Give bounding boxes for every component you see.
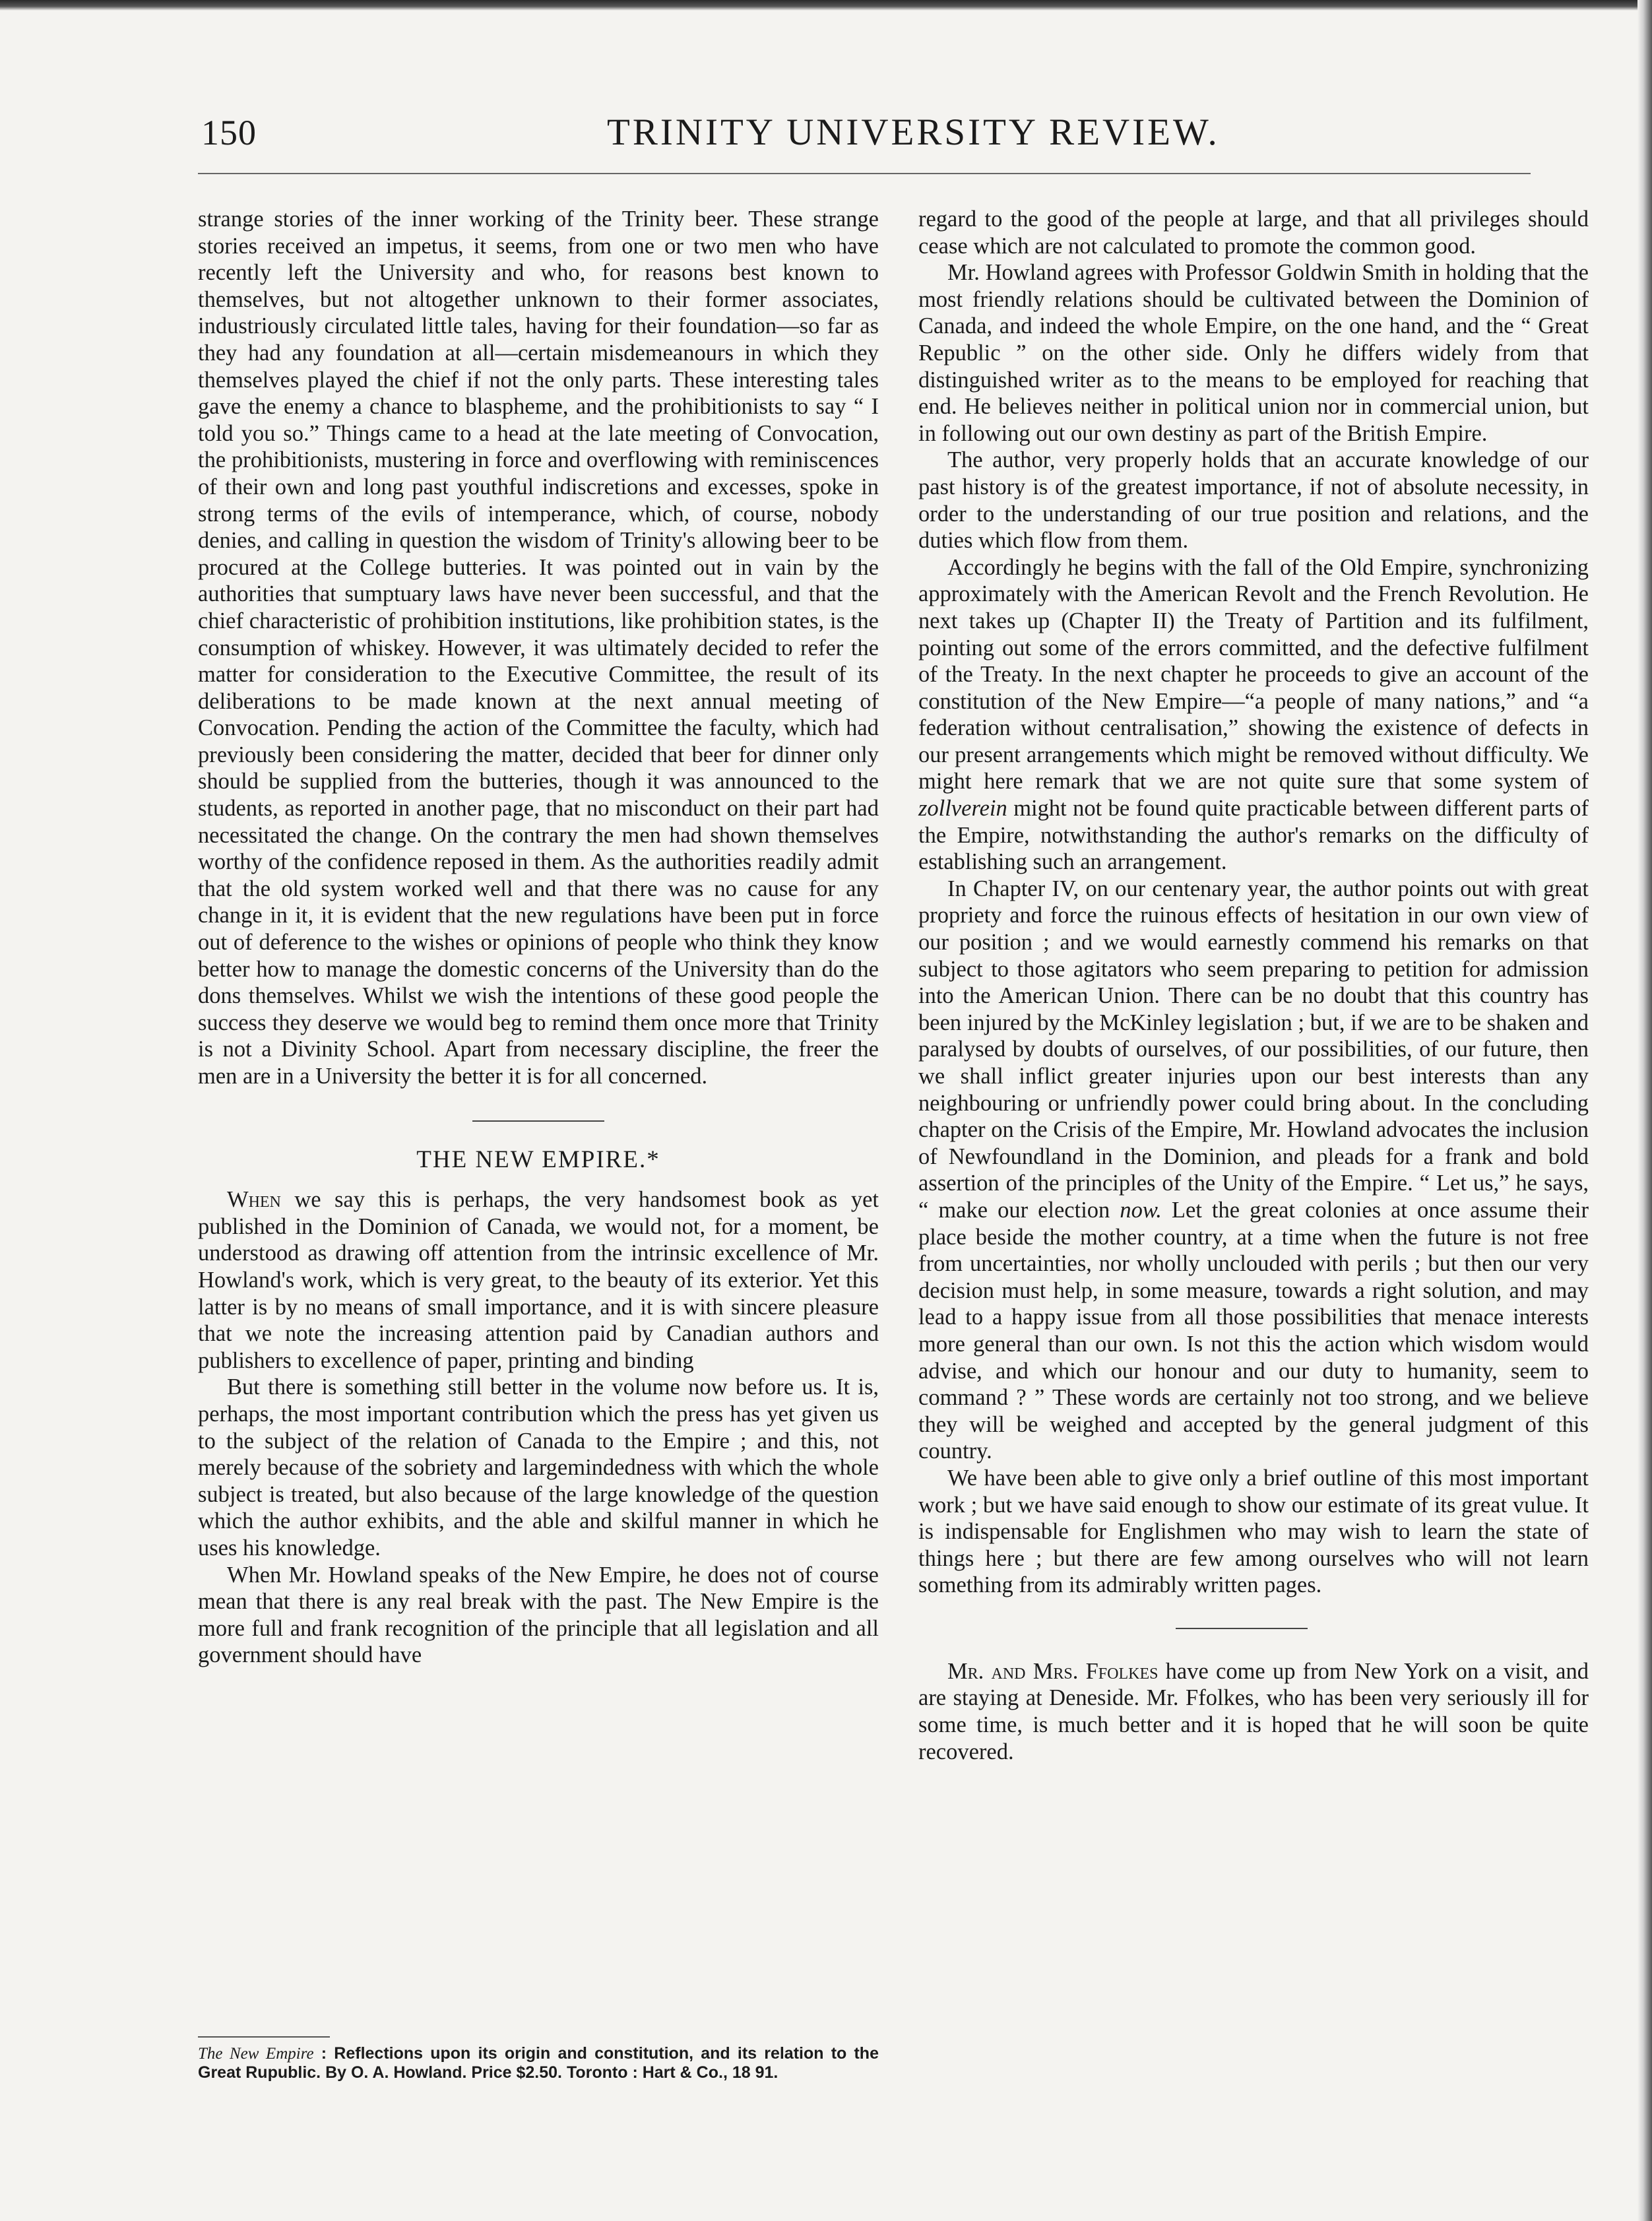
paragraph-ffolkes: [918, 1658, 1589, 1765]
paragraph-new-empire-intro: [198, 1186, 879, 1374]
journal-title: TRINITY UNIVERSITY REVIEW.: [607, 112, 1220, 153]
page-number: 150: [201, 113, 257, 152]
paragraph-text: might not be found quite practicable between different parts of the Empire, notwithstanding the author's remarks on the difficulty of establishing such an arrangement.: [918, 796, 1589, 875]
lead-word: When: [227, 1187, 281, 1213]
left-column: [198, 206, 879, 1669]
paragraph-chapter-iv: [918, 876, 1589, 1465]
paragraph-common-good: regard to the good of the people at large, and that all privileges should cease which are not calculated to promote the common good.: [918, 207, 1589, 259]
right-edge-shadow: [1637, 0, 1652, 2221]
paragraph-text: Let the great colonies at once assume their place beside the mother country, at a time when the future is not free from uncertainties, nor wholly unclouded with perils ; but then our very decision must help, in some measure, towards a right solution, and may lead to a happy issue from all those possibilities that menace interests more general than our own. Is not this the action which wisdom would advise, and which our honour and our duty to humanity, seem to command ? ” These words are certainly not too strong, and we believe they will be weighed and accepted by the general judgment of this country.: [918, 1197, 1589, 1464]
paragraph-past-history: The author, very properly holds that an accurate knowledge of our past history is of the greatest importance, if not of absolute necessity, in order to the understanding of our true position and relations, and the duties which flow from them.: [918, 447, 1589, 554]
paragraph-howland-new-empire: When Mr. Howland speaks of the New Empire, he does not of course mean that there is any real break with the past. The New Empire is the more full and frank recognition of the principle that all legislation and all government should have: [198, 1562, 879, 1668]
paragraph-old-empire: [918, 554, 1589, 876]
footnote-rule: [198, 2036, 330, 2038]
section-heading: THE NEW EMPIRE.*: [416, 1145, 660, 1173]
paragraph-better-volume: But there is something still better in the volume now before us. It is, perhaps, the most important contribution which the press has yet given us to the subject of the relation of Canada to the Empire ; and this, not merely because of the sobriety and largemindedness with which the whole subject is treated, but also because of the large knowledge of the question which the author exhibits, and the able and skilful manner in which he uses his knowledge.: [198, 1374, 879, 1561]
footnote-text: : Reflections upon its origin and constitution, and its relation to the Great Rupublic. By O. A. Howland. Price $2.50. Toronto : Hart & Co., 18 91.: [198, 2044, 879, 2082]
italic-term: now.: [1120, 1197, 1162, 1223]
paragraph-text: Accordingly he begins with the fall of the Old Empire, synchronizing approximately with the American Revolt and the French Revolution. He next takes up (Chapter II) the Treaty of Partition and its fulfilment, pointing out some of the errors committed, and the defective fulfilment of the Treaty. In the next chapter he proceeds to give an account of the constitution of the New Empire—“a people of many nations,” and “a federation without centralisation,” showing the existence of defects in our present arrangements which might be removed without difficulty. We might here remark that we are not quite sure that some system of: [918, 554, 1589, 794]
section-separator: [472, 1120, 604, 1122]
footnote: [198, 2044, 879, 2082]
top-edge-shadow: [0, 0, 1652, 11]
right-column: [918, 206, 1589, 1765]
italic-term: zollverein: [918, 796, 1007, 821]
paragraph-text: have come up from New York on a visit, and are staying at Deneside. Mr. Ffolkes, who has been very seriously ill for some time, is much better and it is hoped that he will soon be quite recovered.: [918, 1658, 1589, 1764]
paragraph-brief-outline: We have been able to give only a brief outline of this most important work ; but we have said enough to show our estimate of its great vulue. It is indispensable for Englishmen who may wish to learn the state of things here ; but there are few among ourselves who will not learn something from its admirably written pages.: [918, 1465, 1589, 1598]
header-rule: [198, 173, 1531, 174]
paragraph-goldwin-smith: Mr. Howland agrees with Professor Goldwin Smith in holding that the most friendly relations should be cultivated between the Dominion of Canada, and indeed the whole Empire, on the one hand, and the “ Great Republic ” on the other side. Only he differs widely from that distinguished writer as to the means to be employed for reaching that end. He believes neither in political union nor in commercial union, but in following out our own destiny as part of the British Empire.: [918, 260, 1589, 446]
lead-words: Mr. and Mrs. Ffolkes: [947, 1658, 1159, 1684]
footnote-title: The New Empire: [198, 2045, 314, 2063]
paragraph-trinity-beer: strange stories of the inner working of the Trinity beer. These strange stories received an impetus, it seems, from one or two men who have recently left the University and who, for reasons best known to themselves, but not altogether unknown to their former associates, industriously circulated little tales, having for their foundation—so far as they had any foundation at all—certain misdemeanours in which they themselves played the chief if not the only parts. These interesting tales gave the enemy a chance to blaspheme, and the prohibitionists to say “ I told you so.” Things came to a head at the late meeting of Convocation, the prohibitionists, mustering in force and overflowing with reminiscences of their own and long past youthful indiscretions and excesses, spoke in strong terms of the evils of intemperance, which, of course, nobody denies, and calling in question the wisdom of Trinity's allowing beer to be procured at the College butteries. It was pointed out in vain by the authorities that sumptuary laws have never been successful, and that the chief characteristic of prohibition institutions, like prohibition states, is the consumption of whiskey. However, it was ultimately decided to refer the matter for consideration to the Executive Committee, the result of its deliberations to be made known at the next annual meeting of Convocation. Pending the action of the Committee the faculty, which had previously been considering the matter, decided that beer for dinner only should be supplied from the butteries, though it was announced to the students, as reported in another page, that no misconduct on their part had necessitated the change. On the contrary the men had shown themselves worthy of the confidence reposed in them. As the authorities readily admit that the old system worked well and that there was no cause for any change in it, it is evident that the new regulations have been put in force out of deference to the wishes or opinions of people who think they know better how to manage the domestic concerns of the University than do the dons themselves. Whilst we wish the intentions of these good people the success they deserve we would beg to remind them once more that Trinity is not a Divinity School. Apart from necessary discipline, the freer the men are in a University the better it is for all concerned.: [198, 207, 879, 1089]
section-separator: [1176, 1628, 1308, 1629]
paragraph-text: we say this is perhaps, the very handsomest book as yet published in the Dominion of Canada, we would not, for a moment, be understood as drawing off attention from the intrinsic excellence of Mr. Howland's work, which is very great, to the beauty of its exterior. Yet this latter is by no means of small importance, and it is with sincere pleasure that we note the increasing attention paid by Canadian authors and publishers to excellence of paper, printing and binding: [198, 1187, 879, 1373]
paragraph-text: In Chapter IV, on our centenary year, the author points out with great propriety and force the ruinous effects of hesitation in our own view of our position ; and we would earnestly commend his remarks on that subject to those agitators who seem preparing to petition for admission into the American Union. There can be no doubt that this country has been injured by the McKinley legislation ; but, if we are to be shaken and paralysed by doubts of ourselves, of our possibilities, of our future, then we shall inflict greater injuries upon our best interests than any neighbouring or unfriendly power could bring about. In the concluding chapter on the Crisis of the Empire, Mr. Howland advocates the inclusion of Newfoundland in the Dominion, and pleads for a frank and bold assertion of the principles of the Unity of the Empire. “ Let us,” he says, “ make our election: [918, 876, 1589, 1223]
